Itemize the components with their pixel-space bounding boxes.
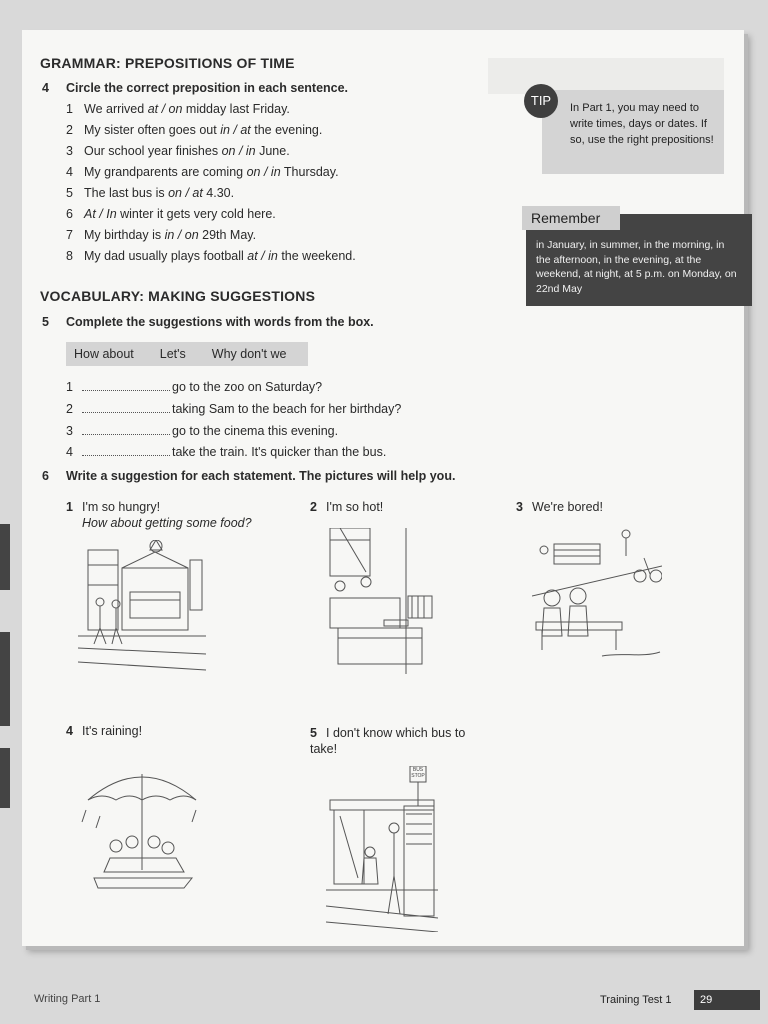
- sentence-text: We arrived: [84, 102, 148, 116]
- picture-statement-4: [66, 723, 142, 739]
- tip-badge: TIP: [524, 84, 558, 118]
- picture-statement-2: [310, 499, 383, 515]
- grammar-sentence: [66, 120, 356, 141]
- sentence-text: the weekend.: [277, 249, 356, 263]
- answer-blank[interactable]: [82, 402, 170, 413]
- word-box-item: How about: [74, 347, 134, 361]
- suggestion-item: [66, 380, 322, 394]
- suggestion-text: go to the zoo on Saturday?: [172, 380, 323, 394]
- sentence-number: 2: [66, 123, 73, 137]
- preposition-options[interactable]: on / at: [168, 186, 203, 200]
- sentence-text: June.: [255, 144, 290, 158]
- suggestion-text: go to the cinema this evening.: [172, 424, 339, 438]
- word-box: [66, 342, 308, 366]
- statement-text: I'm so hungry!: [82, 500, 161, 514]
- preposition-options[interactable]: at / on: [147, 102, 183, 116]
- bus-stop-sign-label: BUS STOP: [411, 767, 425, 779]
- left-binding-bar-middle: [0, 632, 10, 726]
- suggestion-text: taking Sam to the beach for her birthday?: [172, 402, 402, 416]
- page-number: 29: [694, 990, 760, 1010]
- pictures-instruction: Write a suggestion for each statement. The pictures will help you.: [66, 469, 456, 483]
- word-box-item: Let's: [159, 347, 186, 361]
- grammar-sentence: [66, 99, 356, 120]
- left-binding-bar-top: [0, 524, 10, 590]
- illustration-bus-stop: [326, 766, 438, 932]
- footer-section-label: Writing Part 1: [34, 993, 101, 1005]
- statement-text: I don't know which bus to take!: [310, 726, 466, 756]
- grammar-sentence-list: [66, 99, 356, 267]
- picture-statement-5: [310, 725, 470, 757]
- statement-text: I'm so hot!: [326, 500, 384, 514]
- illustration-rain-umbrella: [80, 760, 204, 892]
- preposition-options[interactable]: in / on: [164, 228, 199, 242]
- word-box-item: Why don't we: [211, 347, 287, 361]
- answer-blank[interactable]: [82, 445, 170, 456]
- suggestion-item: [66, 445, 386, 459]
- sentence-number: 7: [66, 228, 73, 242]
- picture-statement-1: [66, 499, 252, 531]
- sentence-text: Our school year finishes: [84, 144, 222, 158]
- statement-number: 2: [310, 500, 317, 514]
- statement-number: 3: [516, 500, 523, 514]
- sentence-text: 29th May.: [198, 228, 257, 242]
- sentence-number: 5: [66, 186, 73, 200]
- grammar-sentence: [66, 225, 356, 246]
- sentence-text: My sister often goes out: [84, 123, 221, 137]
- statement-text: It's raining!: [82, 724, 143, 738]
- suggestion-number: 4: [66, 445, 73, 459]
- grammar-instruction: Circle the correct preposition in each sentence.: [66, 81, 349, 95]
- statement-text: We're bored!: [532, 500, 603, 514]
- pictures-exercise-number: 6: [42, 469, 49, 483]
- suggestion-number: 1: [66, 380, 73, 394]
- preposition-options[interactable]: on / in: [221, 144, 256, 158]
- sentence-text: the evening.: [250, 123, 323, 137]
- grammar-heading: GRAMMAR: PREPOSITIONS OF TIME: [40, 55, 295, 71]
- illustration-ice-cream-street: [78, 540, 206, 672]
- suggestion-number: 2: [66, 402, 73, 416]
- grammar-exercise-number: 4: [42, 81, 49, 95]
- tip-box: [542, 90, 724, 174]
- sentence-number: 4: [66, 165, 73, 179]
- footer-test-label: Training Test 1: [600, 994, 672, 1006]
- vocabulary-instruction: Complete the suggestions with words from the box.: [66, 315, 374, 329]
- sentence-number: 1: [66, 102, 73, 116]
- answer-blank[interactable]: [82, 380, 170, 391]
- sentence-text: My dad usually plays football: [84, 249, 248, 263]
- grammar-sentence: [66, 204, 356, 225]
- remember-text: in January, in summer, in the morning, in the afternoon, in the evening, at the weekend, at night, at 5 p.m. on Monday, on 22nd May: [536, 239, 737, 295]
- illustration-hot-living-room: [326, 528, 436, 674]
- suggestion-text: take the train. It's quicker than the bus.: [172, 445, 387, 459]
- picture-statement-3: [516, 499, 603, 515]
- grammar-sentence: [66, 162, 356, 183]
- suggestion-item: [66, 402, 401, 416]
- grammar-sentence: [66, 246, 356, 267]
- sentence-number: 3: [66, 144, 73, 158]
- sentence-text: midday last Friday.: [182, 102, 290, 116]
- tip-text: In Part 1, you may need to write times, days or dates. If so, use the right prepositions!: [570, 102, 714, 146]
- preposition-options[interactable]: on / in: [246, 165, 281, 179]
- sentence-text: winter it gets very cold here.: [116, 207, 276, 221]
- suggestion-item: [66, 424, 338, 438]
- left-binding-bar-bottom: [0, 748, 10, 808]
- sentence-text: My birthday is: [84, 228, 165, 242]
- example-answer: How about getting some food?: [82, 516, 252, 530]
- grammar-sentence: [66, 183, 356, 204]
- vocabulary-heading: VOCABULARY: MAKING SUGGESTIONS: [40, 288, 316, 304]
- sentence-number: 6: [66, 207, 73, 221]
- illustration-bored-children-bench: [532, 526, 662, 676]
- grammar-sentence: [66, 141, 356, 162]
- sentence-text: My grandparents are coming: [84, 165, 247, 179]
- statement-number: 4: [66, 724, 73, 738]
- preposition-options[interactable]: at / in: [247, 249, 278, 263]
- sentence-text: Thursday.: [280, 165, 339, 179]
- sentence-text: The last bus is: [84, 186, 169, 200]
- answer-blank[interactable]: [82, 424, 170, 435]
- show-through-shading: [488, 58, 724, 94]
- suggestion-number: 3: [66, 424, 73, 438]
- remember-label: Remember: [522, 206, 620, 230]
- preposition-options[interactable]: At / In: [84, 207, 117, 221]
- statement-number: 1: [66, 500, 73, 514]
- sentence-text: 4.30.: [202, 186, 235, 200]
- statement-number: 5: [310, 726, 317, 740]
- sentence-number: 8: [66, 249, 73, 263]
- preposition-options[interactable]: in / at: [220, 123, 251, 137]
- vocabulary-exercise-number: 5: [42, 315, 49, 329]
